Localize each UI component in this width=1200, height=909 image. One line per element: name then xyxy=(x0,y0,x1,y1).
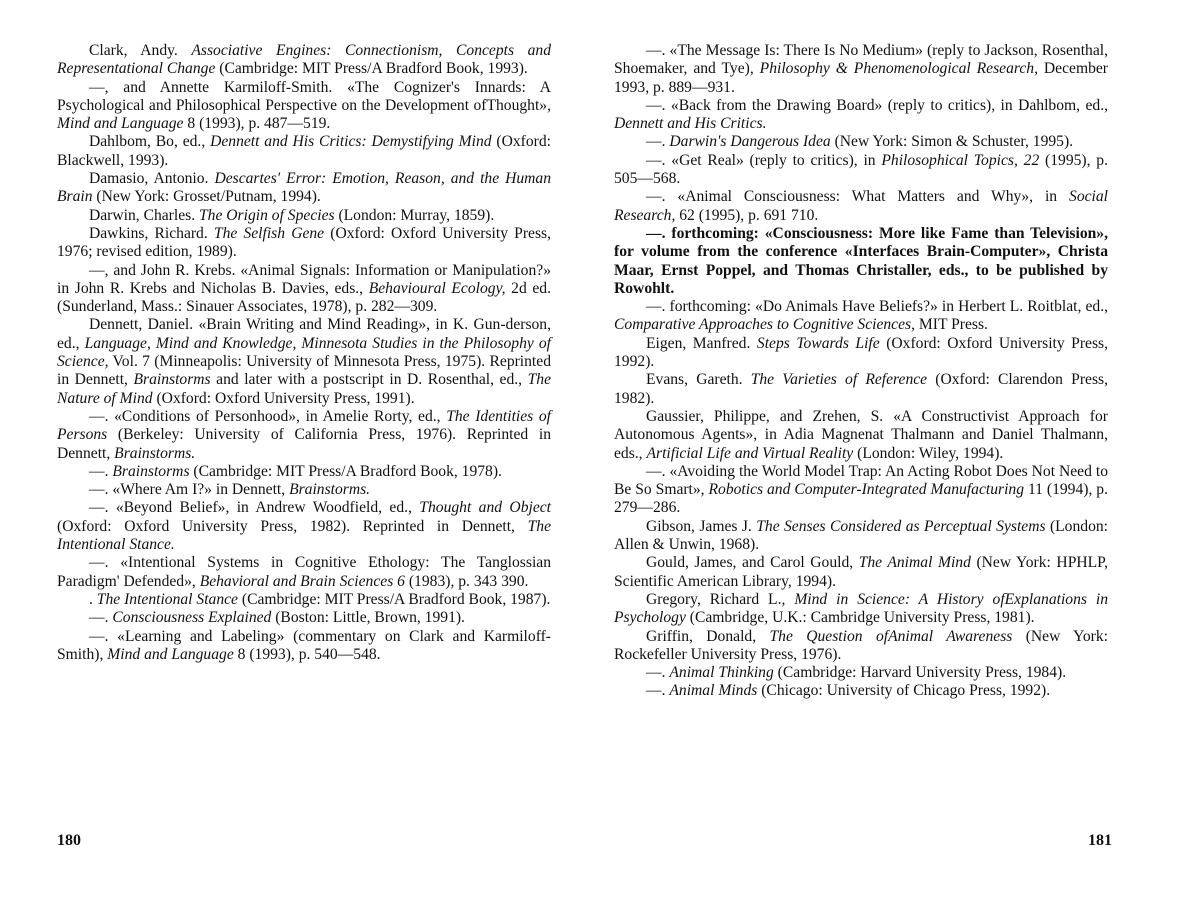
entry-text: (Cambridge: MIT Press/A Bradford Book, 1987). xyxy=(237,590,551,608)
entry-title: Mind in Science: A History ofExplanations in Psychology xyxy=(614,590,1108,627)
entry-text: Evans, Gareth. xyxy=(646,371,751,389)
bibliography-entry xyxy=(57,133,551,170)
entry-text: Dennett, Daniel. «Brain Writing and Mind Reading», in K. Gun-derson, ed., xyxy=(57,316,551,352)
entry-title: The Nature of Mind xyxy=(57,371,551,407)
entry-text: —. xyxy=(646,133,670,151)
bibliography-entry xyxy=(57,628,551,665)
entry-title: The Intentional Stance xyxy=(96,590,238,608)
bibliography-entry xyxy=(57,207,551,225)
bibliography-entry xyxy=(614,554,1108,591)
entry-title: Brainstorms xyxy=(133,371,211,389)
bibliography-entry xyxy=(57,170,551,207)
entry-text: —. forthcoming: «Consciousness: More like Fame than Television», for volume from the conference «Interfaces Brain-Computer», Christa Maar, Ernst Poppel, and Thomas Christaller, eds., to be published by Rowohlt. xyxy=(614,224,1108,297)
entry-title: Brainstorms. xyxy=(114,444,196,462)
entry-title: Darwin's Dangerous Idea xyxy=(669,133,831,151)
entry-title: Philosophical Topics, 22 xyxy=(881,151,1040,169)
page-number-left: 180 xyxy=(57,832,81,849)
bibliography-entry xyxy=(614,682,1108,700)
entry-text: (Oxford: Oxford University Press, 1976; revised edition, 1989). xyxy=(57,224,551,261)
bibliography-entry xyxy=(614,152,1108,189)
entry-text: Gaussier, Philippe, and Zrehen, S. «A Constructivist Approach for Autonomous Agents», in Adia Magnenat Thalmann and Daniel Thalmann, eds., xyxy=(614,407,1108,462)
entry-title: The Selfish Gene xyxy=(213,224,325,242)
bibliography-entry xyxy=(57,225,551,262)
entry-text: 8 (1993), p. 487—519. xyxy=(183,115,331,133)
entry-title: The Varieties of Reference xyxy=(750,371,928,389)
bibliography-entry xyxy=(614,335,1108,372)
entry-text: Gregory, Richard L., xyxy=(646,590,795,608)
entry-text: —. «Get Real» (reply to critics), in xyxy=(646,151,882,169)
entry-text: Dahlbom, Bo, ed., xyxy=(89,133,211,151)
entry-text: Clark, Andy. xyxy=(89,42,192,59)
bibliography-entry xyxy=(614,664,1108,682)
page-number-right: 181 xyxy=(1088,832,1112,849)
entry-text: (Oxford: Oxford University Press, 1982). Reprinted in Dennett, xyxy=(57,517,528,535)
bibliography-entry xyxy=(57,408,551,463)
entry-title: Dennett and His Critics: Demystifying Mind xyxy=(210,133,492,151)
bibliography-entry xyxy=(614,628,1108,665)
entry-text: —. «Avoiding the World Model Trap: An Acting Robot Does Not Need to Be So Smart», xyxy=(614,462,1108,499)
entry-text: Gould, James, and Carol Gould, xyxy=(646,554,859,572)
entry-title: Descartes' Error: Emotion, Reason, and the Human Brain xyxy=(57,170,551,206)
entry-title: The Identities of Persons xyxy=(57,407,551,444)
bibliography-entry xyxy=(614,225,1108,298)
entry-text: —. «Intentional Systems in Cognitive Ethology: The Tanglossian Paradigm' Defended», xyxy=(57,554,551,590)
entry-title: Consciousness Explained xyxy=(112,609,272,627)
entry-text: (New York: Rockefeller University Press, 1976). xyxy=(614,627,1108,663)
entry-text: —. xyxy=(646,682,670,700)
entry-text: (Cambridge: MIT Press/A Bradford Book, 1993). xyxy=(215,60,528,78)
entry-title: Animal Thinking xyxy=(669,664,774,682)
bibliography-entry xyxy=(57,481,551,499)
bibliography-entry xyxy=(57,262,551,317)
entry-title: Dennett and His Critics. xyxy=(614,115,767,133)
bibliography-entry xyxy=(57,463,551,481)
entry-text: (London: Allen & Unwin, 1968). xyxy=(614,517,1108,554)
bibliography-entry xyxy=(614,188,1108,225)
entry-text: —. «Where Am I?» in Dennett, xyxy=(89,481,290,499)
bibliography-entry xyxy=(614,133,1108,151)
bibliography-entry xyxy=(57,609,551,627)
entry-text: —, and Annette Karmiloff-Smith. «The Cognizer's Innards: A Psychological and Philosophical Perspective on the Development ofThought», xyxy=(57,78,551,114)
entry-text: (New York: Grosset/Putnam, 1994). xyxy=(92,188,321,206)
entry-text: —. xyxy=(89,609,113,627)
entry-text: (London: Wiley, 1994). xyxy=(853,444,1004,462)
entry-title: The Intentional Stance. xyxy=(57,517,551,554)
entry-text: (Oxford: Oxford University Press, 1991). xyxy=(152,389,415,407)
entry-text: (1995), p. 505—568. xyxy=(614,151,1108,188)
entry-title: Associative Engines: Connectionism, Concepts and Representational Change xyxy=(57,42,551,78)
entry-text: —. «Back from the Drawing Board» (reply to critics), in Dahlbom, ed., xyxy=(646,96,1108,114)
bibliography-entry xyxy=(57,316,551,407)
entry-text: (New York: HPHLP, Scientific American Library, 1994). xyxy=(614,554,1108,590)
entry-text: Eigen, Manfred. xyxy=(646,334,757,352)
entry-text: (New York: Simon & Schuster, 1995). xyxy=(830,133,1074,151)
entry-title: Mind and Language xyxy=(57,115,184,133)
entry-text: 62 (1995), p. 691 710. xyxy=(675,206,819,224)
entry-text: . xyxy=(89,590,97,608)
bibliography-entry xyxy=(57,42,551,79)
entry-title: Brainstorms xyxy=(112,462,190,480)
entry-title: Steps Towards Life xyxy=(756,334,880,352)
entry-text: 11 (1994), p. 279—286. xyxy=(614,481,1108,517)
entry-title: Comparative Approaches to Cognitive Sciences, xyxy=(614,316,915,334)
bibliography-entry xyxy=(614,371,1108,408)
entry-text: Griffin, Donald, xyxy=(646,627,770,645)
right-page-bibliography xyxy=(614,42,1108,701)
entry-text: (London: Murray, 1859). xyxy=(334,206,495,224)
entry-text: December 1993, p. 889—931. xyxy=(614,60,1108,96)
entry-text: (Chicago: University of Chicago Press, 1992). xyxy=(757,682,1051,700)
bibliography-entry xyxy=(614,408,1108,463)
entry-title: The Question ofAnimal Awareness xyxy=(769,627,1013,645)
entry-text: (Oxford: Clarendon Press, 1982). xyxy=(614,371,1108,407)
entry-text: (Cambridge: Harvard University Press, 1984). xyxy=(773,664,1067,682)
entry-title: The Senses Considered as Perceptual Systems xyxy=(756,517,1046,535)
entry-text: Vol. 7 (Minneapolis: University of Minnesota Press, 1975). Reprinted in Dennett, xyxy=(57,353,551,389)
bibliography-entry xyxy=(57,79,551,134)
entry-text: (Cambridge: MIT Press/A Bradford Book, 1978). xyxy=(189,462,502,480)
entry-title: Thought and Object xyxy=(419,499,551,517)
entry-text: —. «Learning and Labeling» (commentary on Clark and Karmiloff-Smith), xyxy=(57,627,551,663)
entry-title: Brainstorms. xyxy=(289,481,371,499)
entry-text: Damasio, Antonio. xyxy=(89,170,215,188)
entry-text: —. xyxy=(646,664,670,682)
bibliography-entry xyxy=(614,591,1108,628)
entry-title: Language, Mind and Knowledge, Minnesota Studies in the Philosophy of Science, xyxy=(57,334,551,371)
entry-title: Behavioral and Brain Sciences 6 xyxy=(199,572,405,590)
entry-title: The Origin of Species xyxy=(199,206,335,224)
entry-text: Darwin, Charles. xyxy=(89,206,199,224)
left-page-bibliography xyxy=(57,42,551,664)
entry-text: —. «Animal Consciousness: What Matters and Why», in xyxy=(646,188,1070,206)
entry-text: (Berkeley: University of California Press, 1976). Reprinted in Dennett, xyxy=(57,426,551,462)
entry-text: 8 (1993), p. 540—548. xyxy=(233,645,381,663)
bibliography-entry xyxy=(614,298,1108,335)
entry-text: —. forthcoming: «Do Animals Have Beliefs?» in Herbert L. Roitblat, ed., xyxy=(646,298,1108,316)
bibliography-entry xyxy=(614,518,1108,555)
entry-text: 2d ed. (Sunderland, Mass.: Sinauer Associates, 1978), p. 282—309. xyxy=(57,279,551,316)
entry-text: —. «Beyond Belief», in Andrew Woodfield, ed., xyxy=(89,499,420,517)
entry-title: The Animal Mind xyxy=(858,554,971,572)
bibliography-entry xyxy=(614,97,1108,134)
bibliography-entry xyxy=(57,591,551,609)
entry-text: —, and John R. Krebs. «Animal Signals: Information or Manipulation?» in John R. Krebs and Nicholas B. Davies, eds., xyxy=(57,261,551,297)
entry-title: Social Research, xyxy=(614,188,1108,224)
entry-text: —. «The Message Is: There Is No Medium» (reply to Jackson, Rosenthal, Shoemaker, and Tye), xyxy=(614,42,1108,78)
entry-title: Philosophy & Phenomenological Research, xyxy=(759,60,1038,78)
entry-text: —. xyxy=(89,462,113,480)
entry-text: (Boston: Little, Brown, 1991). xyxy=(271,609,465,627)
entry-text: (1983), p. 343 390. xyxy=(404,572,529,590)
entry-text: and later with a postscript in D. Rosenthal, ed., xyxy=(210,371,528,389)
entry-title: Mind and Language xyxy=(107,645,234,663)
entry-title: Robotics and Computer-Integrated Manufacturing xyxy=(708,481,1025,499)
entry-text: (Cambridge, U.K.: Cambridge University Press, 1981). xyxy=(685,609,1035,627)
entry-text: (Oxford: Oxford University Press, 1992). xyxy=(614,334,1108,371)
bibliography-entry xyxy=(614,463,1108,518)
bibliography-entry xyxy=(614,42,1108,97)
entry-text: (Oxford: Blackwell, 1993). xyxy=(57,133,551,169)
entry-title: Animal Minds xyxy=(669,682,758,700)
entry-text: Gibson, James J. xyxy=(646,517,757,535)
entry-title: Artificial Life and Virtual Reality xyxy=(646,444,854,462)
bibliography-entry xyxy=(57,499,551,554)
bibliography-entry xyxy=(57,554,551,591)
entry-text: Dawkins, Richard. xyxy=(89,224,214,242)
entry-text: MIT Press. xyxy=(915,316,988,334)
entry-title: Behavioural Ecology, xyxy=(368,279,506,297)
entry-text: —. «Conditions of Personhood», in Amelie Rorty, ed., xyxy=(89,407,447,425)
